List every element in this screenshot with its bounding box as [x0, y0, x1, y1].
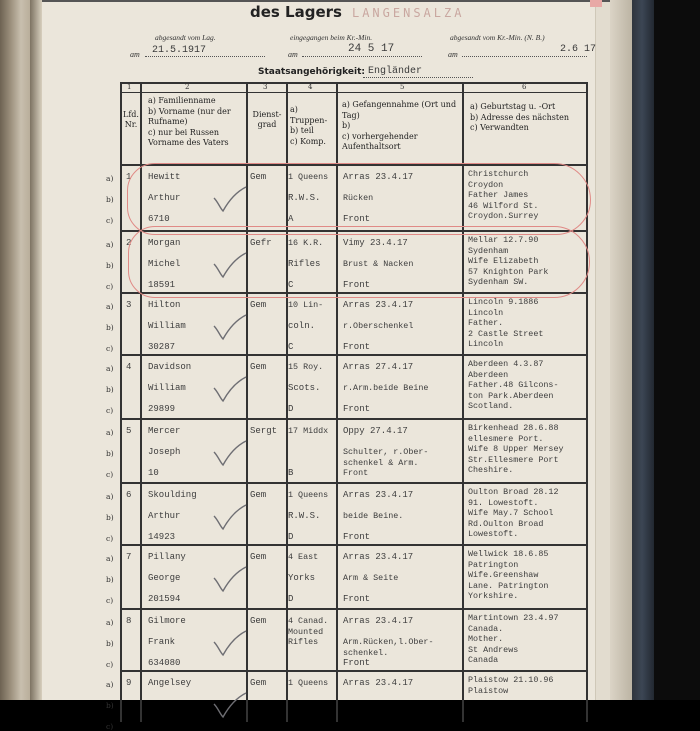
received-label: eingegangen beim Kr.-Min.	[290, 33, 373, 42]
background	[650, 0, 700, 700]
col-header-birth: a) Geburtstag u. -Ort b) Adresse des nächsten c) Verwandten	[470, 102, 569, 132]
rank: Gem	[250, 616, 267, 626]
rank: Gem	[250, 552, 267, 562]
service-number: 201594	[148, 594, 181, 604]
rank: Sergt	[250, 426, 278, 436]
col-header-rank: Dienst- grad	[252, 110, 282, 129]
first-name: Joseph	[148, 447, 181, 457]
red-mark	[590, 0, 602, 7]
previous-location: Front	[343, 214, 371, 224]
row-letter: a)	[106, 554, 114, 563]
page-edge-right	[608, 0, 632, 700]
unit-c: C	[288, 280, 294, 290]
row-letter: c)	[106, 470, 114, 479]
check-mark-icon	[210, 564, 250, 594]
check-mark-icon	[210, 690, 250, 720]
wounds: Schulter, r.Ober- schenkel & Arm. Front	[343, 447, 429, 478]
unit-b: Rifles	[288, 259, 321, 269]
service-number: 29899	[148, 404, 176, 414]
capture-place-date: Arras 23.4.17	[343, 172, 414, 182]
surname: Pillany	[148, 552, 186, 562]
surname: Skoulding	[148, 490, 197, 500]
dotted-line-2	[302, 56, 422, 57]
wounds: Arm.Rücken,l.Ober- schenkel.	[343, 637, 434, 658]
am-label-1: am	[130, 50, 140, 59]
entry-number: 8	[126, 616, 132, 626]
col-num-3: 3	[263, 83, 268, 91]
row-letter: c)	[106, 344, 114, 353]
previous-location: Front	[343, 658, 371, 668]
row-letter: b)	[106, 639, 114, 648]
service-number: 6710	[148, 214, 170, 224]
row-letter: c)	[106, 406, 114, 415]
rank: Gem	[250, 678, 267, 688]
previous-location: Front	[343, 594, 371, 604]
entry-number: 3	[126, 300, 132, 310]
unit-c: C	[288, 342, 294, 352]
check-mark-icon	[210, 502, 250, 532]
nationality-label: Staatsangehörigkeit:	[258, 67, 366, 77]
birth-and-next-of-kin: Lincoln 9.1886 Lincoln Father. 2 Castle Street Lincoln	[468, 297, 544, 349]
surname: Mercer	[148, 426, 181, 436]
row-letter: b)	[106, 195, 114, 204]
wounds: Rücken	[343, 193, 374, 203]
red-circle-entry-2	[128, 226, 590, 298]
wounds: Brust & Nacken	[343, 259, 414, 269]
col-num-4: 4	[308, 83, 313, 91]
unit-a: 1 Queens	[288, 678, 329, 688]
unit-b: R.W.S.	[288, 511, 321, 521]
unit-a: 17 Middx	[288, 426, 329, 436]
unit-b: Yorks	[288, 573, 316, 583]
unit-c: B	[288, 468, 294, 478]
capture-place-date: Arras 23.4.17	[343, 678, 414, 688]
birth-and-next-of-kin: Plaistow 21.10.96 Plaistow	[468, 675, 554, 696]
row-letter: a)	[106, 240, 114, 249]
wounds: beide Beine.	[343, 511, 404, 521]
birth-and-next-of-kin: Wellwick 18.6.85 Patrington Wife.Greenshaw Lane. Patrington Yorkshire.	[468, 549, 549, 601]
entry-number: 7	[126, 552, 132, 562]
surname: Davidson	[148, 362, 192, 372]
am-label-3: am	[448, 50, 458, 59]
row-letter: c)	[106, 534, 114, 543]
unit-a: 15 Roy.	[288, 362, 324, 372]
col-num-2: 2	[185, 83, 190, 91]
service-number: 14923	[148, 532, 176, 542]
col-num-5: 5	[400, 83, 405, 91]
row-letter: c)	[106, 722, 114, 731]
first-name: Frank	[148, 637, 176, 647]
binder-cover	[630, 0, 654, 700]
check-mark-icon	[210, 374, 250, 404]
row-letter: a)	[106, 428, 114, 437]
row-letter: b)	[106, 513, 114, 522]
rank: Gem	[250, 490, 267, 500]
wounds: Arm & Seite	[343, 573, 399, 583]
previous-location: Front	[343, 404, 371, 414]
first-name: George	[148, 573, 181, 583]
unit-a: 1 Queens	[288, 172, 329, 182]
row-letter: b)	[106, 261, 114, 270]
col-header-capture: a) Gefangennahme (Ort und Tag) b) c) vorhergehender Aufenthaltsort	[342, 100, 457, 151]
underlying-page	[595, 0, 610, 700]
dotted-line-4	[363, 77, 473, 78]
service-number: 10	[148, 468, 159, 478]
unit-b: Scots.	[288, 383, 321, 393]
sent-from-ministry-date: 2.6 17	[560, 44, 597, 55]
page-title: des Lagers LANGENSALZA	[250, 3, 465, 21]
capture-place-date: Arras 23.4.17	[343, 552, 414, 562]
row-letter: a)	[106, 618, 114, 627]
birth-and-next-of-kin: Mellar 12.7.90 Sydenham Wife Elizabeth 57 Knighton Park Sydenham SW.	[468, 235, 549, 287]
sent-from-ministry-label: abgesandt vom Kr.-Min. (N. B.)	[450, 33, 545, 42]
col-num-6: 6	[522, 83, 527, 91]
row-letter: a)	[106, 492, 114, 501]
unit-c: A	[288, 214, 294, 224]
birth-and-next-of-kin: Christchurch Croydon Father James 46 Wilford St. Croydon.Surrey	[468, 169, 539, 221]
birth-and-next-of-kin: Martintown 23.4.97 Canada. Mother. St Andrews Canada	[468, 613, 559, 665]
row-letter: c)	[106, 282, 114, 291]
dotted-line-1	[145, 56, 265, 57]
camp-name: LANGENSALZA	[351, 6, 465, 20]
unit-a: 16 K.R.	[288, 238, 324, 248]
birth-and-next-of-kin: Birkenhead 28.6.88 ellesmere Port. Wife 8 Upper Mersey Str.Ellesmere Port Cheshire.	[468, 423, 564, 475]
capture-place-date: Arras 23.4.17	[343, 616, 414, 626]
first-name: William	[148, 383, 186, 393]
unit-a: 4 East	[288, 552, 319, 562]
unit-a: 1 Queens	[288, 490, 329, 500]
nationality-value: Engländer	[368, 66, 423, 77]
unit-c: D	[288, 532, 294, 542]
row-letter: b)	[106, 575, 114, 584]
row-letter: b)	[106, 449, 114, 458]
row-letter: a)	[106, 364, 114, 373]
page-edge-left	[30, 0, 42, 700]
red-circle-entry-1	[127, 163, 591, 235]
row-letter: c)	[106, 660, 114, 669]
check-mark-icon	[210, 438, 250, 468]
row-letter: c)	[106, 216, 114, 225]
entry-number: 2	[126, 238, 132, 248]
entry-number: 6	[126, 490, 132, 500]
row-letter: a)	[106, 174, 114, 183]
wounds: r.Arm.beide Beine	[343, 383, 429, 393]
capture-place-date: Vimy 23.4.17	[343, 238, 408, 248]
entry-number: 9	[126, 678, 132, 688]
first-name: Arthur	[148, 511, 181, 521]
wounds: r.Oberschenkel	[343, 321, 414, 331]
service-number: 634080	[148, 658, 181, 668]
row-letter: a)	[106, 680, 114, 689]
capture-place-date: Oppy 27.4.17	[343, 426, 408, 436]
check-mark-icon	[210, 628, 250, 658]
row-letter: b)	[106, 701, 114, 710]
row-letter: b)	[106, 385, 114, 394]
sent-from-camp-label: abgesandt vom Lag.	[155, 33, 216, 42]
row-letter: a)	[106, 302, 114, 311]
book-spine	[0, 0, 30, 700]
surname: Hilton	[148, 300, 181, 310]
sent-from-camp-date: 21.5.1917	[152, 45, 207, 56]
capture-place-date: Arras 23.4.17	[343, 490, 414, 500]
unit-a: 10 Lin-	[288, 300, 324, 310]
previous-location: Front	[343, 280, 371, 290]
unit-b: R.W.S.	[288, 193, 321, 203]
unit-b: coln.	[288, 321, 316, 331]
capture-place-date: Arras 27.4.17	[343, 362, 414, 372]
check-mark-icon	[210, 312, 250, 342]
row-letter: c)	[106, 596, 114, 605]
surname: Gilmore	[148, 616, 186, 626]
previous-location: Front	[343, 342, 371, 352]
first-name: William	[148, 321, 186, 331]
surname: Angelsey	[148, 678, 192, 688]
col-header-number: Lfd. Nr.	[123, 110, 139, 129]
col-header-unit: a) Truppen- b) teil c) Komp.	[290, 105, 328, 146]
previous-location: Front	[343, 532, 371, 542]
col-num-1: 1	[127, 83, 132, 91]
col-header-name: a) Familienname b) Vorname (nur der Rufname) c) nur bei Russen Vorname des Vaters	[148, 96, 231, 147]
capture-place-date: Arras 23.4.17	[343, 300, 414, 310]
unit-c: D	[288, 594, 294, 604]
birth-and-next-of-kin: Oulton Broad 28.12 91. Lowestoft. Wife May.7 School Rd.Oulton Broad Lowestoft.	[468, 487, 559, 539]
service-number: 18591	[148, 280, 176, 290]
rank: Gem	[250, 362, 267, 372]
entry-number: 4	[126, 362, 132, 372]
unit-a: 4 Canad. Mounted Rifles	[288, 616, 329, 647]
row-letter: b)	[106, 323, 114, 332]
am-label-2: am	[288, 50, 298, 59]
entry-number: 1	[126, 172, 132, 182]
rank: Gem	[250, 300, 267, 310]
received-date: 24 5 17	[348, 43, 395, 55]
rank: Gem	[250, 172, 267, 182]
service-number: 30287	[148, 342, 176, 352]
surname: Morgan	[148, 238, 181, 248]
birth-and-next-of-kin: Aberdeen 4.3.87 Aberdeen Father.48 Gilcons- ton Park.Aberdeen Scotland.	[468, 359, 559, 411]
first-name: Michel	[148, 259, 181, 269]
unit-c: D	[288, 404, 294, 414]
rank: Gefr	[250, 238, 272, 248]
dotted-line-3	[462, 56, 587, 57]
first-name: Arthur	[148, 193, 181, 203]
entry-number: 5	[126, 426, 132, 436]
surname: Hewitt	[148, 172, 181, 182]
